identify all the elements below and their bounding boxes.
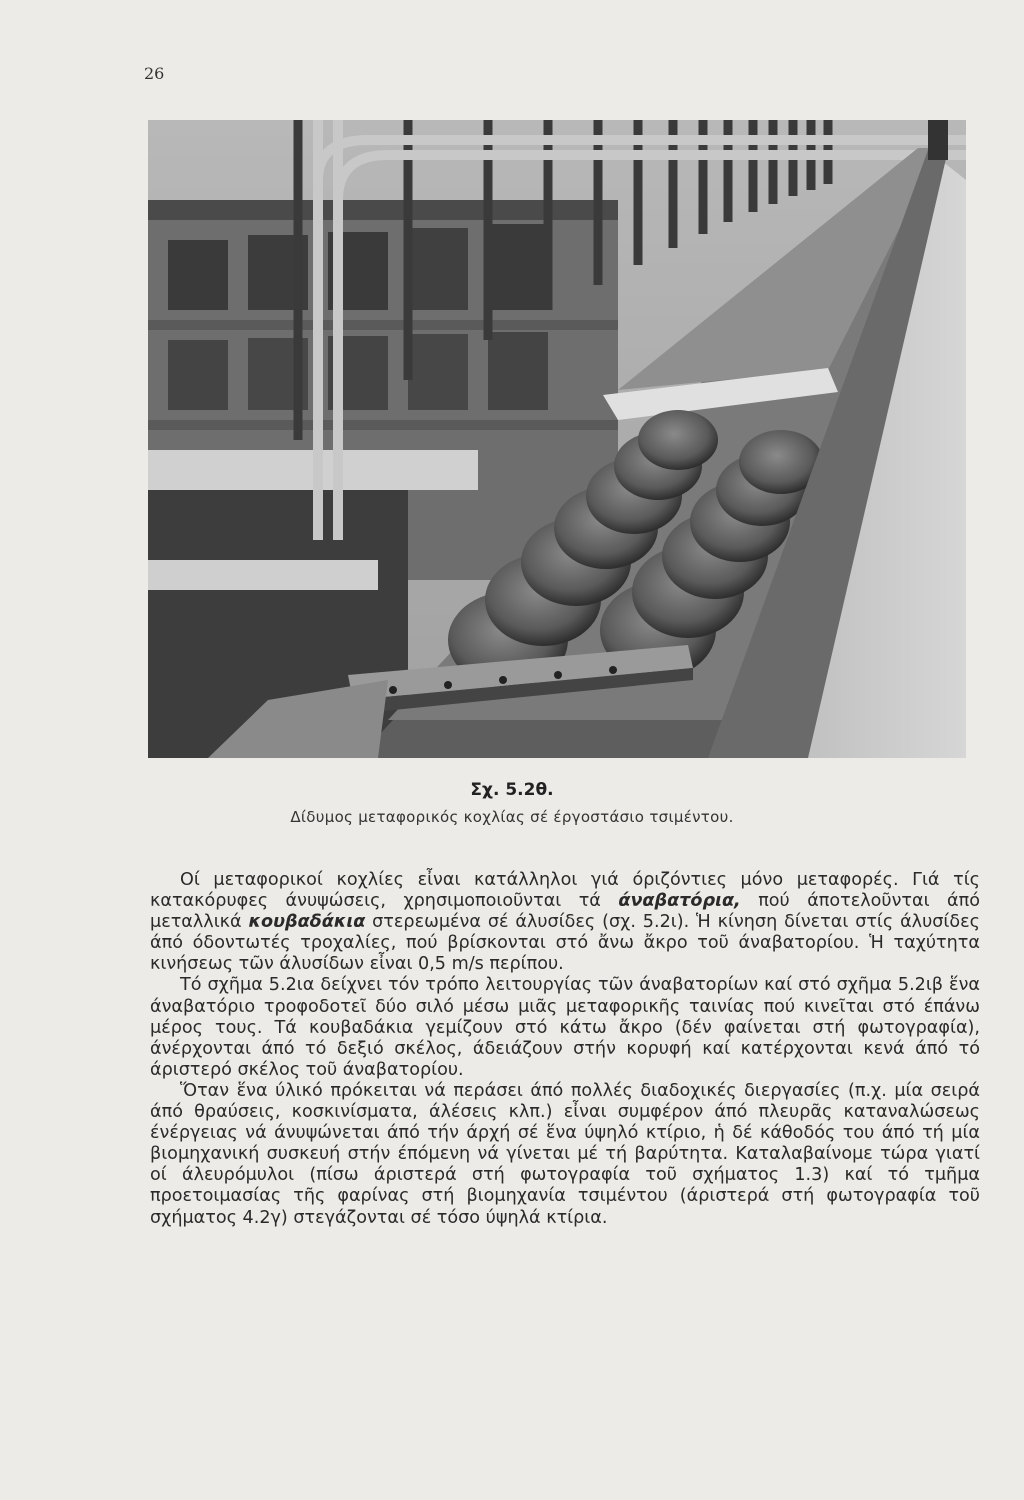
page-number: 26: [144, 64, 165, 83]
body-text: [150, 870, 980, 1229]
paragraph-text: πού άποτελοῦνται άπό μεταλλικά: [150, 891, 980, 933]
paragraph: Τό σχῆμα 5.2ια δείχνει τόν τρόπο λειτουργίας τῶν άναβατορίων καί στό σχῆμα 5.2ιβ ἕνα άναβατόριο τροφοδοτεῖ δύο σιλό μέσω μιᾶς μεταφορικῆς ταινίας πού κινεῖται στό έπάνω μέρος τους. Τά κουβαδάκια γεμίζουν στό κάτω ἄκρο (δέν φαίνεται στή φωτογραφία), άνέρχονται άπό τό δεξιό σκέλος, άδειάζουν στήν κορυφή καί κατέρχονται κενά άπό τό άριστερό σκέλος τοῦ άναβατορίου.: [150, 975, 980, 1080]
figure-caption: Δίδυμος μεταφορικός κοχλίας σέ έργοστάσιο τσιμέντου.: [290, 808, 734, 826]
term-buckets: κουβαδάκια: [248, 912, 366, 933]
figure-label: Σχ. 5.2θ.: [470, 780, 554, 800]
term-elevators: άναβατόρια,: [618, 891, 741, 912]
figure-photo: [148, 120, 966, 758]
paragraph-text: στερεωμένα σέ άλυσίδες (σχ. 5.2ι). Ἡ κίνηση δίνεται στίς άλυσίδες άπό όδοντωτές τροχαλίες, πού βρίσκονται στό ἄνω ἄκρο τοῦ άναβατορίου. Ἡ ταχύτητα κινήσεως τῶν άλυσίδων εἶναι 0,5 m/s περίπου.: [150, 912, 980, 975]
paragraph: Ὅταν ἕνα ύλικό πρόκειται νά περάσει άπό πολλές διαδοχικές διεργασίες (π.χ. μία σειρά άπό θραύσεις, κοσκινίσματα, άλέσεις κλπ.) εἶναι συμφέρον άπό πλευρᾶς καταναλώσεως ένέργειας νά άνυψώνεται άπό τήν άρχή σέ ἕνα ύψηλό κτίριο, ἡ δέ κάθοδός του άπό τή μία βιομηχανική συσκευή στήν έπόμενη νά γίνεται μέ τή βαρύτητα. Καταλαβαίνομε τώρα γιατί οί άλευρόμυλοι (πίσω άριστερά στή φωτογραφία τοῦ σχήματος 1.3) καί τό τμῆμα προετοιμασίας τῆς φαρίνας στή βιομηχανία τσιμέντου (άριστερά στή φωτογραφία τοῦ σχήματος 4.2γ) στεγάζονται σέ τόσο ύψηλά κτίρια.: [150, 1080, 980, 1228]
paragraph: [150, 870, 980, 975]
paragraph-text: Οί μεταφορικοί κοχλίες εἶναι κατάλληλοι γιά όριζόντιες μόνο μεταφορές. Γιά τίς κατακόρυφες άνυψώσεις, χρησιμοποιοῦνται τά: [150, 870, 980, 912]
